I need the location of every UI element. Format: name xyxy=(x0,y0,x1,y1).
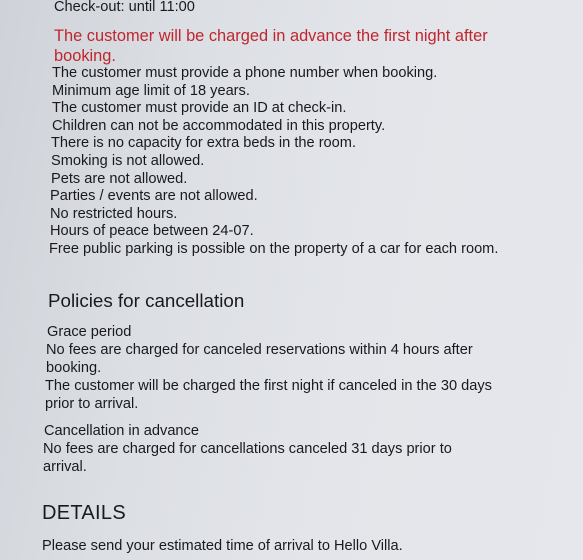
rule-pets: Pets are not allowed. xyxy=(51,170,188,187)
rule-age: Minimum age limit of 18 years. xyxy=(52,82,250,99)
rule-smoking: Smoking is not allowed. xyxy=(51,153,205,169)
rule-parties: Parties / events are not allowed. xyxy=(50,188,258,205)
details-heading: DETAILS xyxy=(42,502,126,524)
rule-phone: The customer must provide a phone number when booking. xyxy=(52,65,438,81)
arrival-time-request: Please send your estimated time of arrival to Hello Villa. xyxy=(42,538,403,554)
cancellation-heading: Policies for cancellation xyxy=(48,290,245,311)
grace-period-text-cont: booking. xyxy=(46,360,102,376)
advance-charge-notice-cont: booking. xyxy=(54,47,116,65)
advance-cancellation-text-cont: arrival. xyxy=(43,459,87,475)
rule-children: Children can not be accommodated in this property. xyxy=(52,117,386,134)
advance-cancellation-text: No fees are charged for cancellations canceled 31 days prior to xyxy=(43,441,452,457)
rule-parking: Free public parking is possible on the property of a car for each room. xyxy=(49,241,499,257)
rule-extra-beds: There is no capacity for extra beds in the room. xyxy=(51,135,356,152)
first-night-charge-cont: prior to arrival. xyxy=(45,396,139,412)
advance-charge-notice: The customer will be charged in advance the first night after xyxy=(54,27,488,45)
first-night-charge: The customer will be charged the first night if canceled in the 30 days xyxy=(45,378,492,394)
grace-period-text: No fees are charged for canceled reservations within 4 hours after xyxy=(46,342,473,358)
grace-period-title: Grace period xyxy=(47,324,132,340)
checkout-time: Check-out: until 11:00 xyxy=(54,0,195,15)
rule-id: The customer must provide an ID at check-in. xyxy=(52,100,347,117)
advance-cancellation-title: Cancellation in advance xyxy=(44,423,199,439)
rule-hours: No restricted hours. xyxy=(50,205,178,222)
rule-peace: Hours of peace between 24-07. xyxy=(50,223,254,240)
